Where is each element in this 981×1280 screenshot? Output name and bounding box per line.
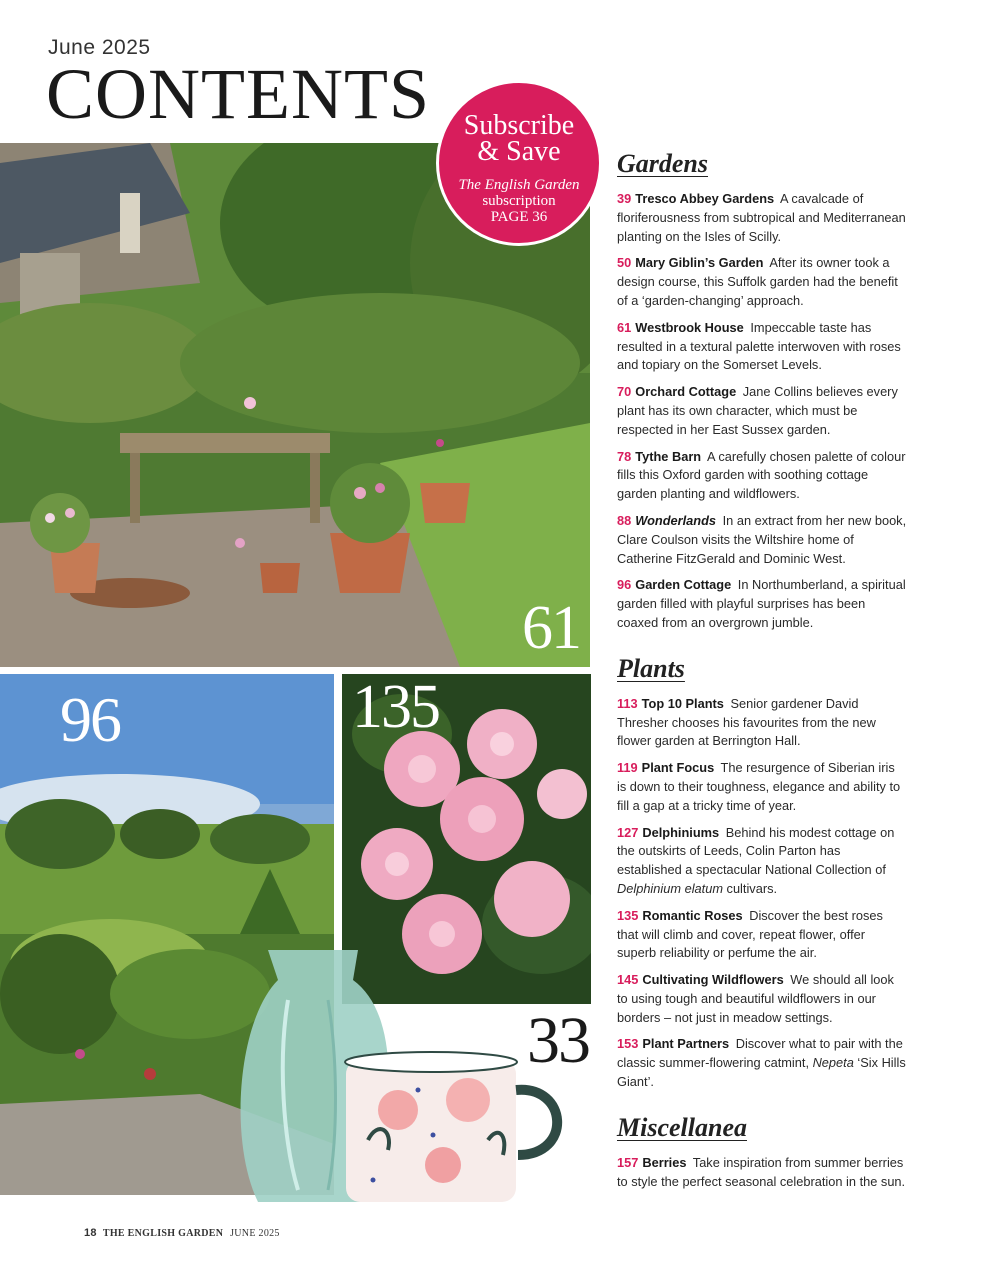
section-heading-plants: Plants [617,653,685,683]
toc-entry[interactable] [617,576,907,632]
entry-description: Behind his modest cottage on the outskirts of Leeds, Colin Parton has established a spectacular National Collection of [617,824,895,878]
entry-page-number: 135 [617,907,639,923]
footer-date: JUNE 2025 [230,1228,280,1239]
badge-save: & Save [477,136,561,167]
toc-entry[interactable] [617,254,907,310]
toc-entry[interactable] [617,319,907,375]
vase-mug-image [228,940,576,1202]
entry-title: Tythe Barn [635,448,702,464]
entry-page-number: 78 [617,448,632,464]
entry-description: In Northumberland, a spiritual garden filled with playful surprises has been coaxed from an overgrown jumble. [617,577,906,630]
entry-page-number: 153 [617,1036,639,1052]
entry-title: Plant Focus [641,760,715,776]
entry-description: Senior gardener David Thresher chooses his favourites from the new flower garden at Berrington Hall. [617,695,876,749]
entry-page-number: 39 [617,191,632,206]
entry-description: We should all look to using tough and beautiful wildflowers in our borders – not just in meadow settings. [617,972,894,1025]
page-ref-96: 96 [60,684,120,755]
badge-page: PAGE 36 [490,209,548,225]
table-of-contents [617,148,907,1199]
entry-description-italic: Nepeta [812,1055,854,1071]
entry-title: Cultivating Wildflowers [642,972,784,988]
page-ref-135: 135 [352,674,439,741]
page-number: 18 [84,1227,97,1239]
entry-page-number: 157 [617,1154,639,1170]
entry-title: Wonderlands [635,512,717,528]
entry-page-number: 113 [617,695,638,711]
entry-title: Plant Partners [642,1036,730,1052]
entry-description: Jane Collins believes every plant has its own character, which must be respected in her East Sussex garden. [617,384,898,437]
entry-title: Berries [642,1154,687,1170]
entry-description-italic: Delphinium elatum [617,880,723,896]
toc-entry[interactable] [617,907,907,963]
entry-page-number: 70 [617,384,632,400]
badge-magazine: The English Garden [458,177,580,193]
page-ref-61: 61 [522,594,580,662]
badge-subscription: subscription [482,193,556,209]
entry-page-number: 61 [617,319,632,335]
entry-page-number: 145 [617,972,639,988]
toc-entry[interactable] [617,448,907,504]
issue-date: June 2025 [48,36,151,59]
entry-title: Westbrook House [635,319,744,335]
entry-description-end: ‘Six Hills Giant’. [617,1055,906,1090]
subscribe-badge[interactable] [436,80,602,246]
vase-mug-photo[interactable] [228,940,576,1202]
entry-page-number: 119 [617,760,638,776]
entry-description-end: cultivars. [726,880,778,896]
entry-description: Discover the best roses that will climb and cover, repeat flower, offer superb reliability or perfume the air. [617,907,883,961]
entry-description: After its owner took a design course, this Suffolk garden had the benefit of a ‘garden-changing’ approach. [617,255,898,308]
toc-entry[interactable] [617,1035,907,1091]
toc-entry[interactable] [617,190,907,246]
entry-description: A cavalcade of floriferousness from subtropical and Mediterranean planting on the Isles of Scilly. [617,191,906,244]
magazine-name: THE ENGLISH GARDEN [102,1228,224,1239]
entry-title: Mary Giblin’s Garden [635,255,764,271]
entry-page-number: 50 [617,255,632,271]
entry-title: Garden Cottage [635,577,732,593]
section-heading-miscellanea: Miscellanea [617,1112,747,1142]
entry-description: A carefully chosen palette of colour fills this Oxford garden with soothing cottage garden planting and wildflowers. [617,448,906,502]
entry-description: Take inspiration from summer berries to style the perfect seasonal celebration in the sun. [617,1154,906,1189]
toc-entry[interactable] [617,512,907,568]
entry-description: Discover what to pair with the classic summer-flowering catmint, [617,1036,903,1071]
toc-entry[interactable] [617,1154,907,1192]
page-footer [84,1227,280,1239]
entry-title: Orchard Cottage [635,384,737,400]
badge-subscribe: Subscribe [463,110,575,141]
entry-title: Top 10 Plants [641,695,724,711]
entry-page-number: 96 [617,577,632,593]
toc-entry[interactable] [617,695,907,751]
entry-description: In an extract from her new book, Clare Coulson visits the Wiltshire home of Catherine FitzGerald and Dominic West. [617,512,907,566]
toc-entry[interactable] [617,383,907,439]
toc-entry[interactable] [617,971,907,1027]
toc-entry[interactable] [617,824,907,899]
entry-title: Romantic Roses [642,907,743,923]
entry-title: Tresco Abbey Gardens [635,191,775,206]
toc-entry[interactable] [617,759,907,815]
page-title: CONTENTS [46,54,430,134]
section-heading-gardens: Gardens [617,149,709,178]
entry-description: Impeccable taste has resulted in a textural palette interwoven with roses and topiary on the Somerset Levels. [617,319,901,373]
entry-page-number: 127 [617,824,639,840]
entry-description: The resurgence of Siberian iris is down to their toughness, elegance and ability to fill a gap at a tricky time of year. [617,760,901,813]
entry-page-number: 88 [617,512,632,528]
page-ref-33: 33 [527,1004,589,1077]
entry-title: Delphiniums [642,824,720,840]
